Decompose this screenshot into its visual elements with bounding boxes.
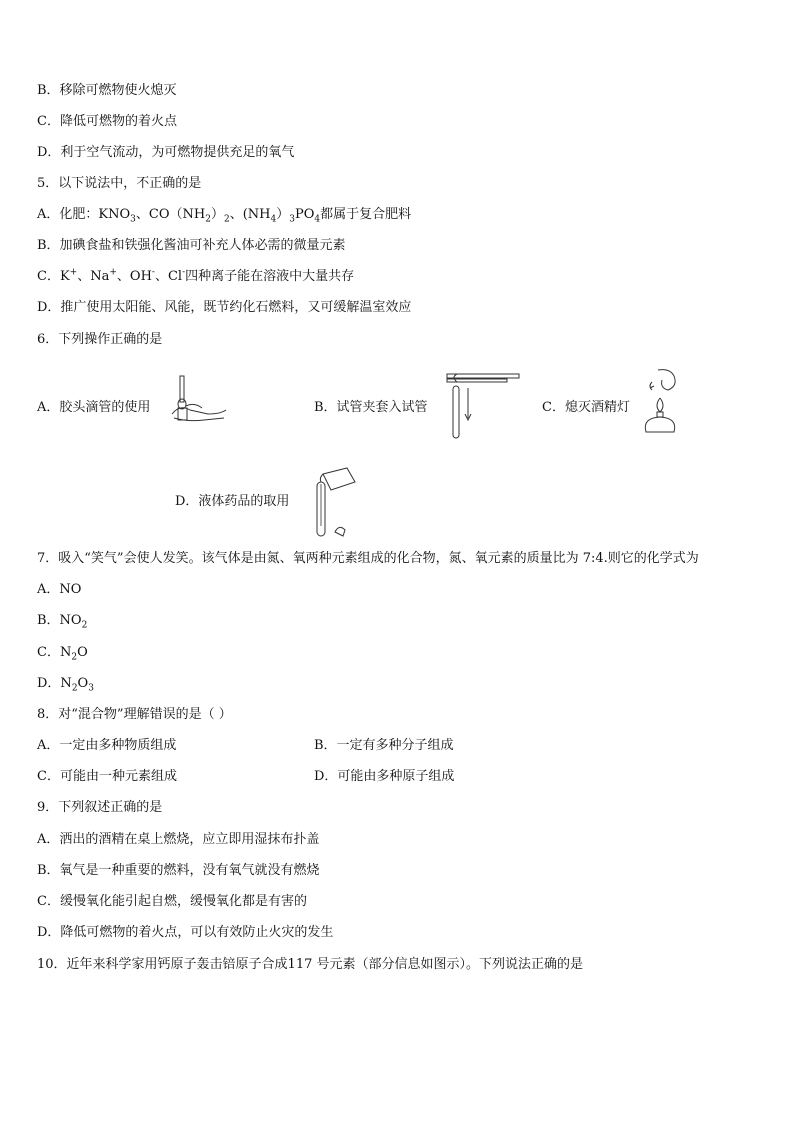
q7-option-a: A．NO [37, 582, 82, 597]
q6-option-a-label: A．胶头滴管的使用 [37, 400, 151, 415]
q7-option-c: C．$N_2O$ [37, 645, 88, 663]
q9-stem: 9．下列叙述正确的是 [37, 800, 163, 815]
q5-option-a: A．化肥：$KNO_3$、$CO(NH_2)_2$、$(NH_4)_3PO_4$都属于复合肥料 [37, 207, 412, 225]
q4-option-c: C．降低可燃物的着火点 [37, 114, 177, 129]
q8-option-a: A．一定由多种物质组成 [37, 738, 177, 753]
q9-option-b: B．氧气是一种重要的燃料，没有氧气就没有燃烧 [37, 863, 320, 878]
q8-option-d: D．可能由多种原子组成 [314, 769, 455, 784]
q9-option-c: C．缓慢氧化能引起自燃，缓慢氧化都是有害的 [37, 894, 307, 909]
q6-option-c-label: C．熄灭酒精灯 [542, 400, 630, 415]
q7-option-d: D．$N_2O_3$ [37, 676, 94, 694]
q6-option-d-label: D．液体药品的取用 [175, 494, 290, 509]
q5-stem: 5．以下说法中，不正确的是 [37, 176, 202, 191]
q9-option-d: D．降低可燃物的着火点，可以有效防止火灾的发生 [37, 925, 334, 940]
q8-option-b: B．一定有多种分子组成 [314, 738, 454, 753]
q6-stem: 6．下列操作正确的是 [37, 332, 163, 347]
q5-option-c: C．K+、Na+、OH-、Cl-四种离子能在溶液中大量共存 [37, 267, 355, 284]
q7-stem: 7．吸入“笑气”会使人发笑。该气体是由氮、氧两种元素组成的化合物，氮、氧元素的质量比为 7:4.则它的化学式为 [37, 551, 699, 566]
test-tube-clamp-illustration [445, 372, 521, 444]
alcohol-lamp-illustration [638, 368, 682, 436]
q5-option-d: D．推广使用太阳能、风能，既节约化石燃料，又可缓解温室效应 [37, 300, 412, 315]
q8-stem: 8．对“混合物”理解错误的是（ ） [37, 707, 232, 722]
q7-option-b: B．$NO_2$ [37, 613, 88, 631]
q4-option-d: D．利于空气流动，为可燃物提供充足的氧气 [37, 145, 295, 160]
q9-option-a: A．洒出的酒精在桌上燃烧，应立即用湿抹布扑盖 [37, 832, 320, 847]
dropper-illustration [168, 374, 230, 426]
q5-option-b: B．加碘食盐和铁强化酱油可补充人体必需的微量元素 [37, 238, 346, 253]
q6-option-b-label: B．试管夹套入试管 [314, 400, 428, 415]
q8-option-c: C．可能由一种元素组成 [37, 769, 177, 784]
q10-stem: 10．近年来科学家用钙原子轰击锫原子合成117 号元素（部分信息如图示）。下列说法正确的是 [37, 957, 583, 972]
liquid-pouring-illustration [303, 466, 359, 540]
q4-option-b: B．移除可燃物使火熄灭 [37, 83, 177, 98]
